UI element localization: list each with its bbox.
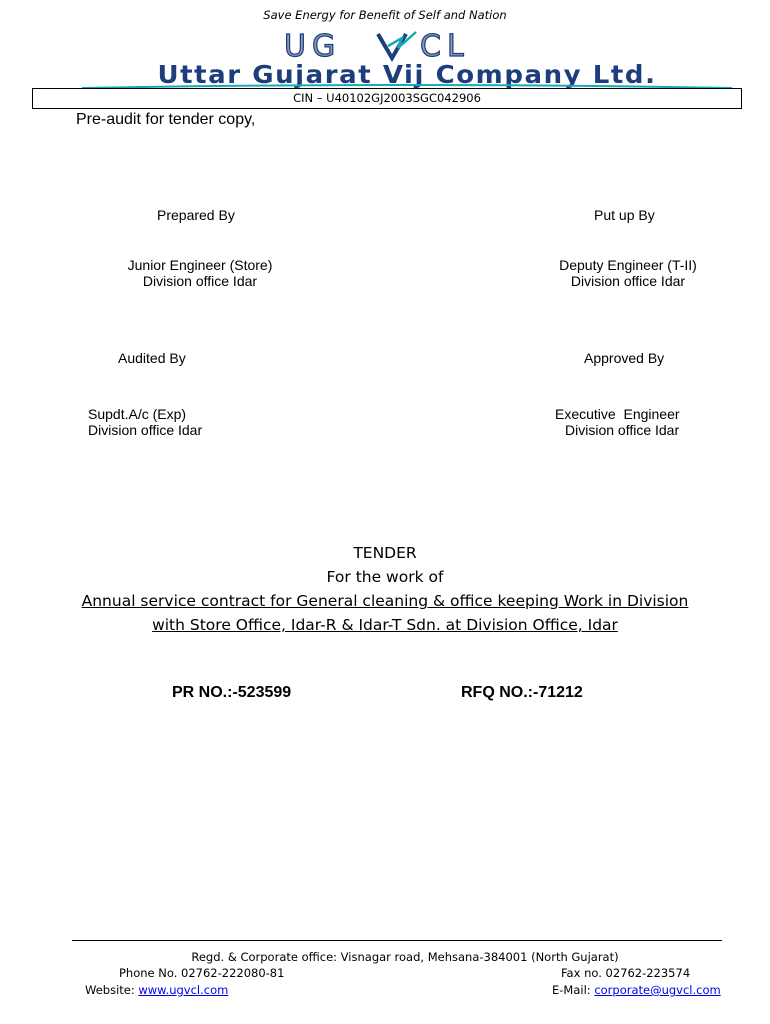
approved-by-office: Division office Idar (565, 422, 680, 438)
tender-work-line-2: with Store Office, Idar-R & Idar-T Sdn. at Division Office, Idar (152, 616, 618, 634)
put-up-by-title: Deputy Engineer (T-II) (559, 257, 697, 273)
audited-by-label: Audited By (118, 350, 186, 366)
website-link[interactable]: www.ugvcl.com (138, 983, 229, 997)
approved-by-block (555, 406, 680, 438)
website-label: Website: (85, 983, 139, 997)
tagline: Save Energy for Benefit of Self and Nation (263, 8, 507, 22)
prepared-by-block (110, 257, 290, 289)
prepared-by-label: Prepared By (157, 207, 235, 223)
tender-subheading: For the work of (326, 568, 444, 586)
footer-email (552, 983, 721, 997)
footer-address: Regd. & Corporate office: Visnagar road, Mehsana-384001 (North Gujarat) (191, 950, 619, 964)
footer-phone: Phone No. 02762-222080-81 (119, 966, 285, 980)
footer-fax: Fax no. 02762-223574 (561, 966, 691, 980)
footer-website (85, 983, 228, 997)
put-up-by-block (538, 257, 718, 289)
audited-by-office: Division office Idar (88, 422, 203, 438)
pr-number: PR NO.:-523599 (172, 684, 292, 701)
preaudit-note: Pre-audit for tender copy, (76, 111, 256, 128)
ugvcl-logo (270, 28, 530, 64)
cin-box: CIN – U40102GJ2003SGC042906 (32, 88, 742, 109)
email-link[interactable]: corporate@ugvcl.com (594, 983, 721, 997)
tender-work-line-1: Annual service contract for General cleaning & office keeping Work in Division (81, 592, 689, 610)
approved-by-title: Executive Engineer (555, 406, 680, 422)
company-name-text: Uttar Gujarat Vij Company Ltd. (157, 60, 657, 89)
tender-title-block (0, 541, 770, 637)
footer-divider (72, 940, 722, 941)
svg-text:CL: CL (420, 29, 470, 64)
prepared-by-title: Junior Engineer (Store) (127, 257, 273, 273)
tender-heading: TENDER (353, 544, 417, 562)
email-label: E-Mail: (552, 983, 595, 997)
svg-text:UG: UG (284, 29, 342, 64)
put-up-by-office: Division office Idar (570, 273, 686, 289)
prepared-by-office: Division office Idar (142, 273, 258, 289)
approved-by-label: Approved By (584, 350, 665, 366)
audited-by-title: Supdt.A/c (Exp) (88, 406, 187, 422)
rfq-number: RFQ NO.:-71212 (461, 684, 583, 701)
put-up-by-label: Put up By (594, 207, 655, 223)
audited-by-block (88, 406, 202, 438)
